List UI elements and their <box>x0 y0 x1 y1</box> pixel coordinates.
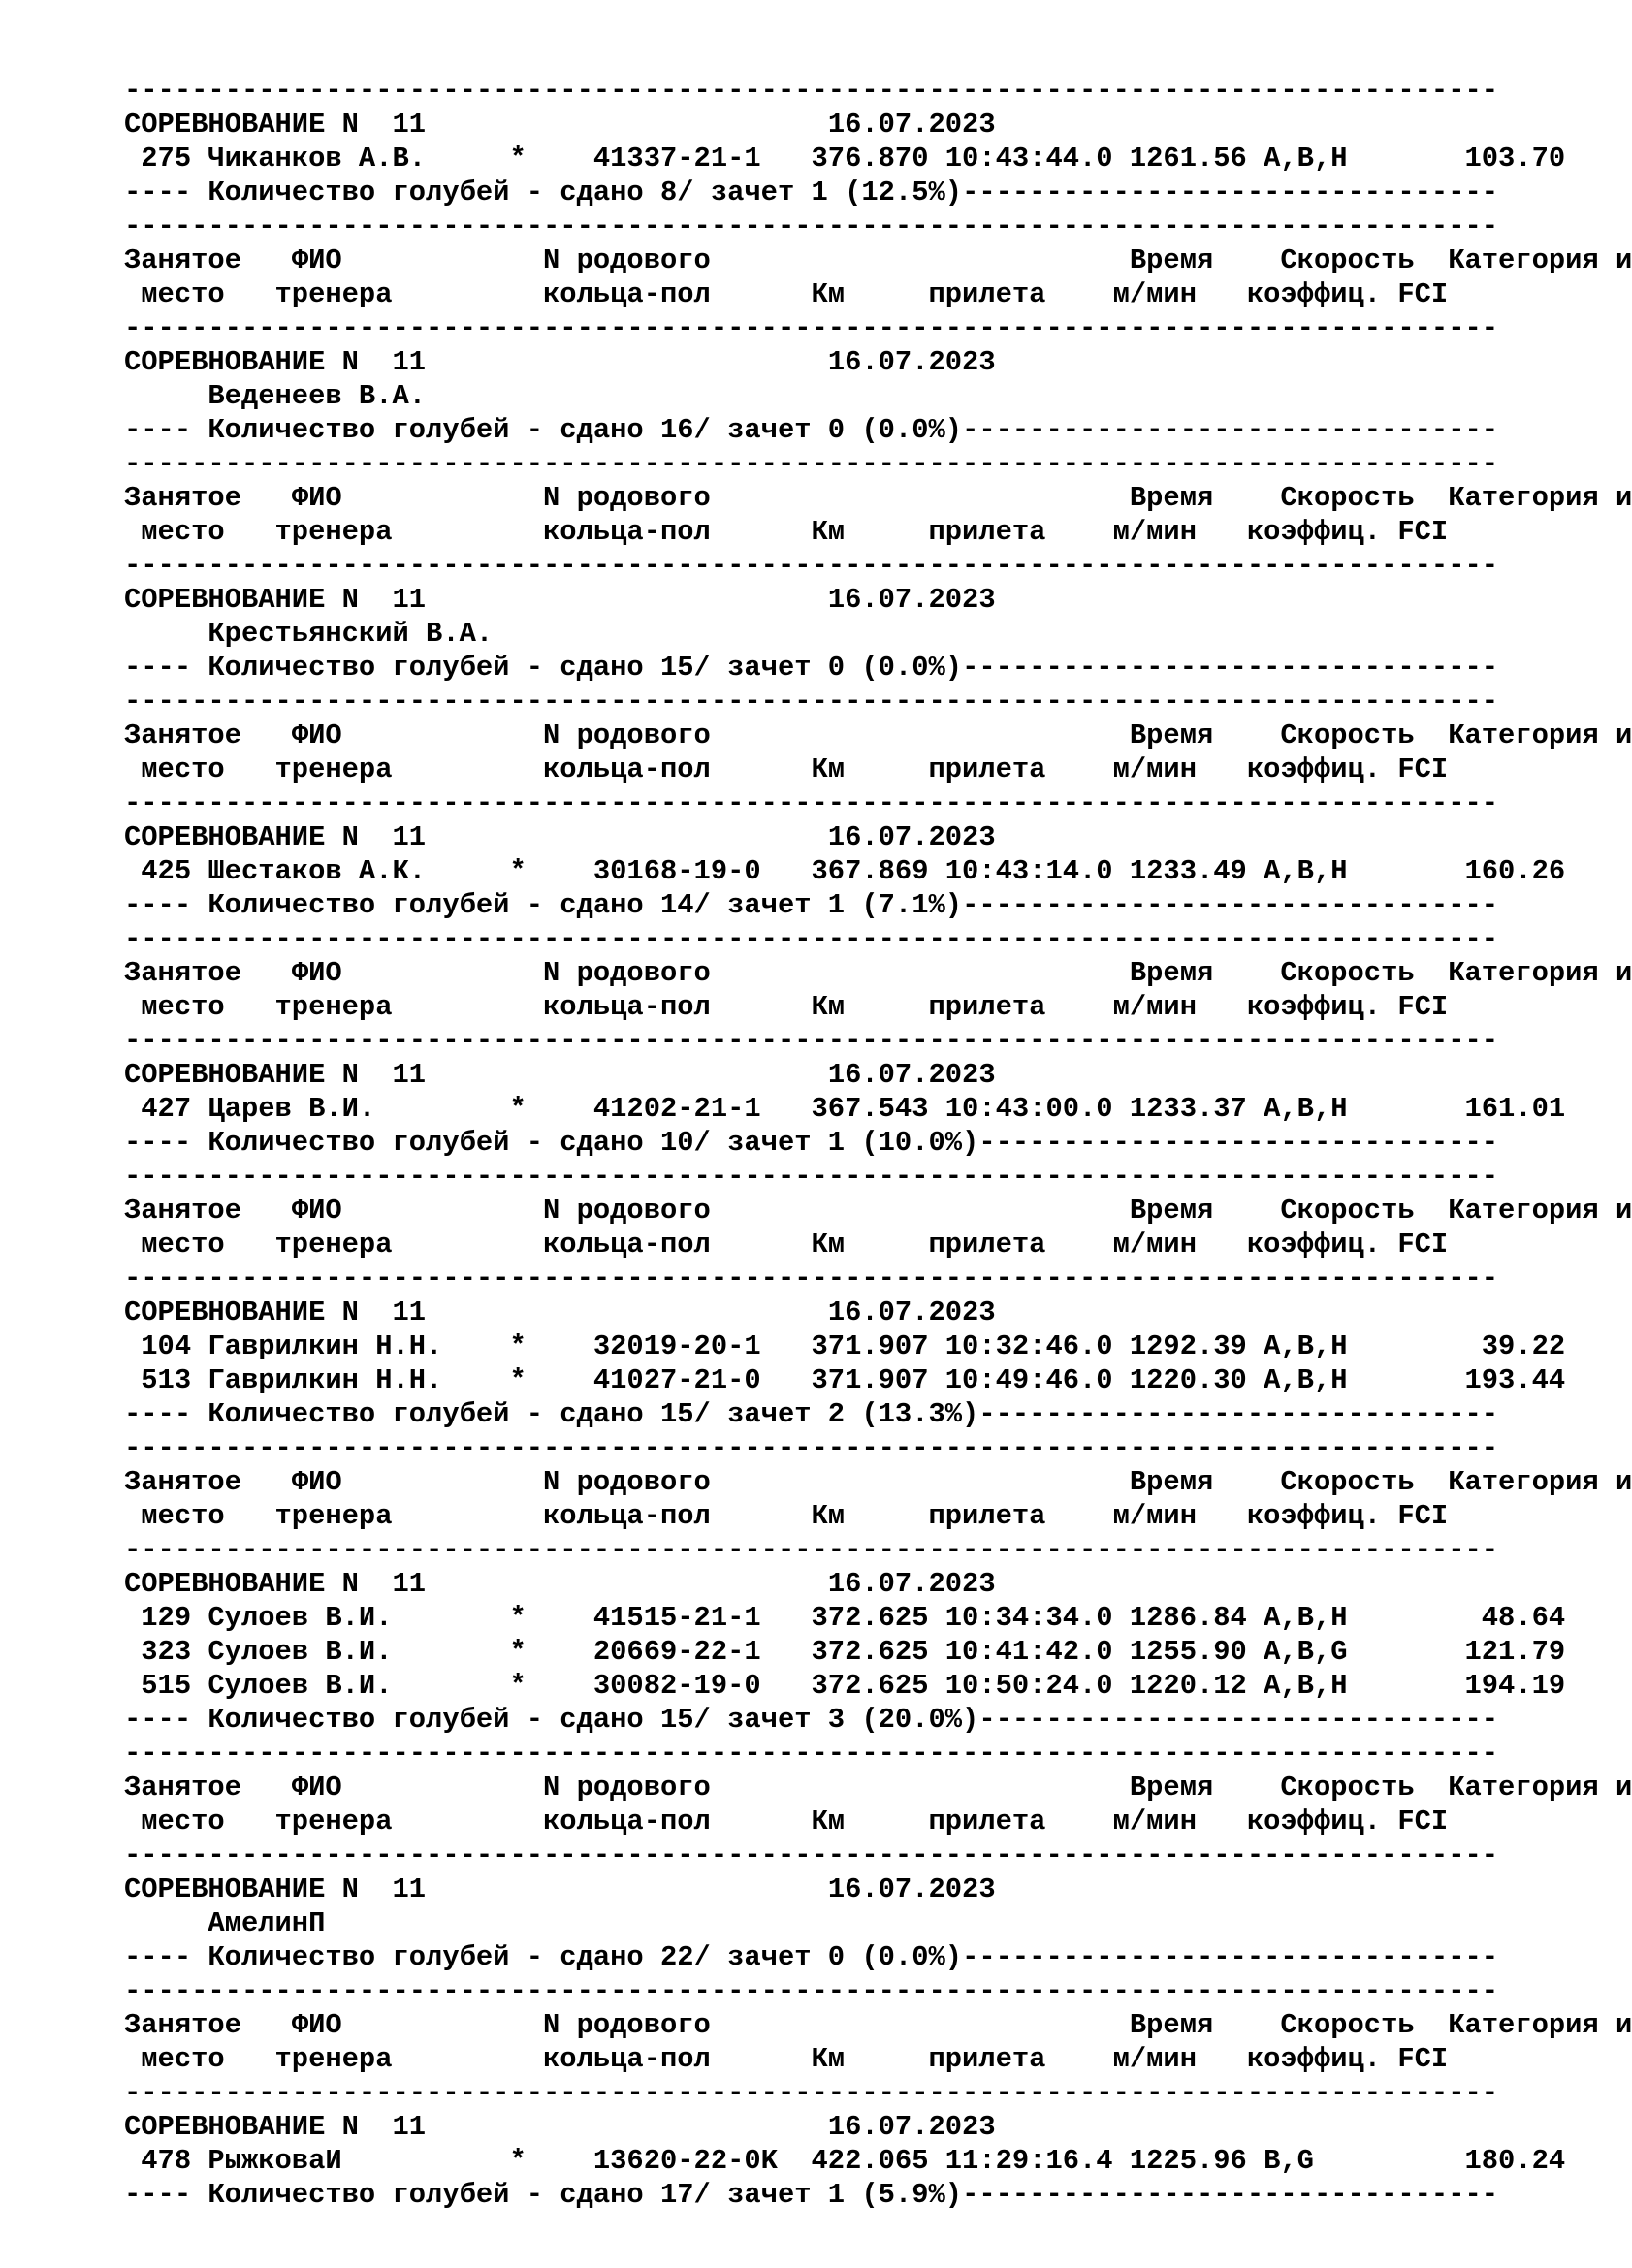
summary-prefix: ---- <box>124 2179 208 2211</box>
mark: * <box>509 1602 527 1634</box>
arrival-time: 10:43:14.0 <box>944 855 1113 887</box>
arrival-time: 10:34:34.0 <box>944 1602 1113 1634</box>
distance-km: 371.907 <box>811 1330 929 1362</box>
trainer-name: Гаврилкин Н.Н. <box>208 1330 443 1362</box>
header-col1: место <box>141 991 225 1023</box>
header-col2: тренера <box>274 1229 393 1261</box>
result-row <box>124 1635 1579 1669</box>
ring-number: 13620-22-0K <box>592 2145 778 2177</box>
divider-line: ---------------------------------------------------------------------------------- <box>124 448 1499 480</box>
header-col6: Скорость <box>1280 2009 1415 2041</box>
competition-title-line <box>124 2110 1579 2144</box>
summary-line <box>124 1940 1579 1974</box>
distance-km: 376.870 <box>811 143 929 175</box>
header-col2: ФИО <box>291 719 342 751</box>
header-col5: Время <box>1129 1195 1214 1227</box>
header-col4: Км <box>811 753 846 785</box>
header-col5: прилета <box>928 516 1046 548</box>
header-col7: Категория и <box>1448 482 1632 514</box>
table-header-bottom <box>124 990 1579 1024</box>
header-col1: Занятое <box>124 482 241 514</box>
result-row <box>124 1669 1579 1703</box>
summary-text: Количество голубей - сдано 15/ зачет 0 (0.0%) <box>208 652 963 684</box>
competition-title: СОРЕВНОВАНИЕ N 11 <box>124 346 427 378</box>
header-col5: прилета <box>928 2043 1046 2075</box>
header-col5: прилета <box>928 278 1046 310</box>
competition-title: СОРЕВНОВАНИЕ N 11 <box>124 1059 427 1091</box>
header-col3: N родового <box>543 1466 711 1498</box>
competition-date: 16.07.2023 <box>827 1296 996 1328</box>
header-col6: Скорость <box>1280 1466 1415 1498</box>
ring-number: 30082-19-0 <box>592 1670 761 1702</box>
header-col6: Скорость <box>1280 957 1415 989</box>
header-col2: ФИО <box>291 1772 342 1804</box>
table-header-bottom <box>124 1805 1579 1838</box>
trainer-name: Крестьянский В.А. <box>208 618 494 650</box>
fci-coefficient: 180.24 <box>1464 2145 1566 2177</box>
header-col5: прилета <box>928 1805 1046 1837</box>
mark: * <box>509 1670 527 1702</box>
header-col2: тренера <box>274 753 393 785</box>
distance-km: 367.543 <box>811 1093 929 1125</box>
ring-number: 41515-21-1 <box>592 1602 761 1634</box>
divider-line: ---------------------------------------------------------------------------------- <box>124 210 1499 242</box>
header-col3: N родового <box>543 1195 711 1227</box>
fci-coefficient: 39.22 <box>1464 1330 1566 1362</box>
distance-km: 372.625 <box>811 1602 929 1634</box>
summary-prefix: ---- <box>124 414 208 446</box>
mark: * <box>509 1364 527 1396</box>
summary-line <box>124 176 1579 209</box>
arrival-time: 10:49:46.0 <box>944 1364 1113 1396</box>
header-col3: кольца-пол <box>543 278 711 310</box>
competition-date: 16.07.2023 <box>827 1059 996 1091</box>
competition-title: СОРЕВНОВАНИЕ N 11 <box>124 821 427 853</box>
trainer-name: Веденеев В.А. <box>208 380 427 412</box>
header-col1: место <box>141 2043 225 2075</box>
summary-text: Количество голубей - сдано 15/ зачет 3 (20.0%) <box>208 1704 979 1736</box>
summary-fill: -------------------------------- <box>962 2179 1499 2211</box>
competition-date: 16.07.2023 <box>827 346 996 378</box>
header-col2: ФИО <box>291 1195 342 1227</box>
table-header-bottom <box>124 2042 1579 2076</box>
summary-fill: -------------------------------- <box>962 889 1499 921</box>
category: A,B,H <box>1264 1330 1348 1362</box>
competition-title-line <box>124 1567 1579 1601</box>
place: 427 <box>141 1093 192 1125</box>
fci-coefficient: 193.44 <box>1464 1364 1566 1396</box>
fci-coefficient: 48.64 <box>1464 1602 1566 1634</box>
category: A,B,H <box>1264 1670 1348 1702</box>
header-col4: Км <box>811 1229 846 1261</box>
header-col2: тренера <box>274 1500 393 1532</box>
header-col7: Категория и <box>1448 1466 1632 1498</box>
summary-fill: -------------------------------- <box>962 176 1499 208</box>
header-col7: коэффиц. FCI <box>1246 991 1449 1023</box>
header-col5: прилета <box>928 991 1046 1023</box>
ring-number: 41027-21-0 <box>592 1364 761 1396</box>
trainer-name: РыжковаИ <box>208 2145 342 2177</box>
place: 323 <box>141 1636 192 1668</box>
speed: 1233.37 <box>1129 1093 1247 1125</box>
competition-date: 16.07.2023 <box>827 109 996 141</box>
place: 275 <box>141 143 192 175</box>
header-col1: Занятое <box>124 1466 241 1498</box>
header-col2: ФИО <box>291 2009 342 2041</box>
competition-title: СОРЕВНОВАНИЕ N 11 <box>124 1873 427 1905</box>
distance-km: 372.625 <box>811 1670 929 1702</box>
table-header-top <box>124 481 1632 515</box>
header-col6: Скорость <box>1280 244 1415 276</box>
header-col5: прилета <box>928 753 1046 785</box>
header-col2: тренера <box>274 2043 393 2075</box>
speed: 1255.90 <box>1129 1636 1247 1668</box>
competition-date: 16.07.2023 <box>827 1873 996 1905</box>
divider-line: ---------------------------------------------------------------------------------- <box>124 1262 1499 1294</box>
table-header-top <box>124 1194 1632 1228</box>
summary-prefix: ---- <box>124 1127 208 1159</box>
ring-number: 30168-19-0 <box>592 855 761 887</box>
header-col3: N родового <box>543 482 711 514</box>
category: A,B,H <box>1264 855 1348 887</box>
category: A,B,G <box>1264 1636 1348 1668</box>
distance-km: 367.869 <box>811 855 929 887</box>
fci-coefficient: 161.01 <box>1464 1093 1566 1125</box>
header-col6: Скорость <box>1280 719 1415 751</box>
category: B,G <box>1264 2145 1314 2177</box>
header-col6: Скорость <box>1280 1195 1415 1227</box>
header-col1: место <box>141 278 225 310</box>
header-col6: Скорость <box>1280 1772 1415 1804</box>
summary-fill: -------------------------------- <box>962 414 1499 446</box>
mark: * <box>509 1093 527 1125</box>
arrival-time: 10:32:46.0 <box>944 1330 1113 1362</box>
result-row <box>124 2144 1579 2178</box>
arrival-time: 10:50:24.0 <box>944 1670 1113 1702</box>
fci-coefficient: 103.70 <box>1464 143 1566 175</box>
header-col3: N родового <box>543 719 711 751</box>
header-col3: N родового <box>543 244 711 276</box>
table-header-top <box>124 1465 1632 1499</box>
summary-line <box>124 651 1579 685</box>
mark: * <box>509 1636 527 1668</box>
trainer-name: Шестаков А.К. <box>208 855 427 887</box>
results-printout <box>124 74 1632 2212</box>
header-col5: Время <box>1129 244 1214 276</box>
header-col5: Время <box>1129 1772 1214 1804</box>
divider-line: ---------------------------------------------------------------------------------- <box>124 312 1499 344</box>
divider-line: ---------------------------------------------------------------------------------- <box>124 1534 1499 1566</box>
category: A,B,H <box>1264 1364 1348 1396</box>
result-row <box>124 1363 1579 1397</box>
place: 513 <box>141 1364 192 1396</box>
summary-text: Количество голубей - сдано 8/ зачет 1 (12.5%) <box>208 176 963 208</box>
mark: * <box>509 2145 527 2177</box>
header-col2: ФИО <box>291 482 342 514</box>
header-col7: коэффиц. FCI <box>1246 278 1449 310</box>
header-col7: коэффиц. FCI <box>1246 1805 1449 1837</box>
summary-text: Количество голубей - сдано 15/ зачет 2 (13.3%) <box>208 1398 979 1430</box>
competition-title-line <box>124 1872 1579 1906</box>
trainer-name: Сулоев В.И. <box>208 1602 393 1634</box>
place: 104 <box>141 1330 192 1362</box>
header-col6: м/мин <box>1112 516 1197 548</box>
result-row <box>124 854 1579 888</box>
header-col1: Занятое <box>124 2009 241 2041</box>
arrival-time: 10:43:00.0 <box>944 1093 1113 1125</box>
summary-line <box>124 1126 1579 1160</box>
trainer-name: АмелинП <box>208 1907 326 1939</box>
ring-number: 41202-21-1 <box>592 1093 761 1125</box>
header-col1: место <box>141 1805 225 1837</box>
header-col7: Категория и <box>1448 957 1632 989</box>
divider-line: ---------------------------------------------------------------------------------- <box>124 1432 1499 1464</box>
header-col3: кольца-пол <box>543 516 711 548</box>
header-col7: коэффиц. FCI <box>1246 753 1449 785</box>
competition-title-line <box>124 345 1579 379</box>
summary-text: Количество голубей - сдано 10/ зачет 1 (10.0%) <box>208 1127 979 1159</box>
summary-prefix: ---- <box>124 1398 208 1430</box>
header-col3: кольца-пол <box>543 1805 711 1837</box>
header-col7: Категория и <box>1448 244 1632 276</box>
header-col6: м/мин <box>1112 753 1197 785</box>
result-row <box>124 1092 1579 1126</box>
divider-line: ---------------------------------------------------------------------------------- <box>124 75 1499 107</box>
competition-title: СОРЕВНОВАНИЕ N 11 <box>124 109 427 141</box>
summary-line <box>124 413 1579 447</box>
distance-km: 422.065 <box>811 2145 929 2177</box>
header-col1: место <box>141 516 225 548</box>
header-col6: м/мин <box>1112 991 1197 1023</box>
fci-coefficient: 194.19 <box>1464 1670 1566 1702</box>
summary-prefix: ---- <box>124 1941 208 1973</box>
header-col1: место <box>141 753 225 785</box>
mark: * <box>509 143 527 175</box>
competition-title: СОРЕВНОВАНИЕ N 11 <box>124 1568 427 1600</box>
header-col2: ФИО <box>291 957 342 989</box>
competition-date: 16.07.2023 <box>827 1568 996 1600</box>
header-col3: кольца-пол <box>543 991 711 1023</box>
fci-coefficient: 121.79 <box>1464 1636 1566 1668</box>
trainer-name-line <box>124 617 1579 651</box>
trainer-name: Царев В.И. <box>208 1093 376 1125</box>
fci-coefficient: 160.26 <box>1464 855 1566 887</box>
divider-line: ---------------------------------------------------------------------------------- <box>124 787 1499 819</box>
divider-line: ---------------------------------------------------------------------------------- <box>124 2077 1499 2109</box>
speed: 1261.56 <box>1129 143 1247 175</box>
mark: * <box>509 1330 527 1362</box>
ring-number: 32019-20-1 <box>592 1330 761 1362</box>
summary-fill: -------------------------------- <box>962 652 1499 684</box>
divider-line: ---------------------------------------------------------------------------------- <box>124 1025 1499 1057</box>
header-col2: тренера <box>274 991 393 1023</box>
summary-line <box>124 2178 1579 2212</box>
trainer-name: Чиканков А.В. <box>208 143 427 175</box>
summary-prefix: ---- <box>124 889 208 921</box>
arrival-time: 10:43:44.0 <box>944 143 1113 175</box>
competition-date: 16.07.2023 <box>827 584 996 616</box>
competition-title: СОРЕВНОВАНИЕ N 11 <box>124 1296 427 1328</box>
header-col6: Скорость <box>1280 482 1415 514</box>
trainer-name: Сулоев В.И. <box>208 1670 393 1702</box>
table-header-bottom <box>124 277 1579 311</box>
header-col6: м/мин <box>1112 1805 1197 1837</box>
header-col1: Занятое <box>124 1772 241 1804</box>
speed: 1292.39 <box>1129 1330 1247 1362</box>
header-col6: м/мин <box>1112 278 1197 310</box>
summary-fill: ------------------------------- <box>978 1127 1499 1159</box>
header-col7: коэффиц. FCI <box>1246 1500 1449 1532</box>
summary-text: Количество голубей - сдано 14/ зачет 1 (7.1%) <box>208 889 963 921</box>
table-header-bottom <box>124 1499 1579 1533</box>
distance-km: 371.907 <box>811 1364 929 1396</box>
header-col2: тренера <box>274 1805 393 1837</box>
divider-line: ---------------------------------------------------------------------------------- <box>124 1975 1499 2007</box>
summary-line <box>124 1703 1579 1737</box>
speed: 1220.12 <box>1129 1670 1247 1702</box>
header-col5: Время <box>1129 2009 1214 2041</box>
arrival-time: 11:29:16.4 <box>944 2145 1113 2177</box>
header-col5: Время <box>1129 719 1214 751</box>
summary-fill: ------------------------------- <box>978 1398 1499 1430</box>
summary-prefix: ---- <box>124 176 208 208</box>
header-col3: кольца-пол <box>543 2043 711 2075</box>
divider-line: ---------------------------------------------------------------------------------- <box>124 1839 1499 1871</box>
trainer-name: Гаврилкин Н.Н. <box>208 1364 443 1396</box>
header-col4: Км <box>811 278 846 310</box>
table-header-bottom <box>124 752 1579 786</box>
category: A,B,H <box>1264 143 1348 175</box>
header-col3: N родового <box>543 1772 711 1804</box>
speed: 1233.49 <box>1129 855 1247 887</box>
competition-date: 16.07.2023 <box>827 2111 996 2143</box>
header-col4: Км <box>811 991 846 1023</box>
header-col4: Км <box>811 1805 846 1837</box>
competition-title: СОРЕВНОВАНИЕ N 11 <box>124 2111 427 2143</box>
header-col3: кольца-пол <box>543 1229 711 1261</box>
ring-number: 41337-21-1 <box>592 143 761 175</box>
header-col2: ФИО <box>291 1466 342 1498</box>
competition-title-line <box>124 1295 1579 1329</box>
divider-line: ---------------------------------------------------------------------------------- <box>124 686 1499 718</box>
ring-number: 20669-22-1 <box>592 1636 761 1668</box>
competition-title-line <box>124 820 1579 854</box>
competition-date: 16.07.2023 <box>827 821 996 853</box>
header-col3: кольца-пол <box>543 1500 711 1532</box>
header-col7: Категория и <box>1448 1772 1632 1804</box>
header-col1: Занятое <box>124 1195 241 1227</box>
header-col6: м/мин <box>1112 1229 1197 1261</box>
header-col3: N родового <box>543 2009 711 2041</box>
header-col3: N родового <box>543 957 711 989</box>
arrival-time: 10:41:42.0 <box>944 1636 1113 1668</box>
place: 515 <box>141 1670 192 1702</box>
divider-line: ---------------------------------------------------------------------------------- <box>124 1161 1499 1193</box>
header-col4: Км <box>811 1500 846 1532</box>
table-header-bottom <box>124 515 1579 549</box>
competition-title-line <box>124 108 1579 142</box>
table-header-top <box>124 956 1632 990</box>
trainer-name-line <box>124 379 1579 413</box>
header-col2: тренера <box>274 278 393 310</box>
category: A,B,H <box>1264 1602 1348 1634</box>
speed: 1225.96 <box>1129 2145 1247 2177</box>
table-header-top <box>124 2008 1632 2042</box>
header-col6: м/мин <box>1112 1500 1197 1532</box>
header-col7: Категория и <box>1448 2009 1632 2041</box>
competition-title: СОРЕВНОВАНИЕ N 11 <box>124 584 427 616</box>
table-header-bottom <box>124 1228 1579 1262</box>
header-col5: Время <box>1129 957 1214 989</box>
trainer-name: Сулоев В.И. <box>208 1636 393 1668</box>
table-header-top <box>124 719 1632 752</box>
summary-text: Количество голубей - сдано 17/ зачет 1 (5.9%) <box>208 2179 963 2211</box>
table-header-top <box>124 243 1632 277</box>
divider-line: ---------------------------------------------------------------------------------- <box>124 923 1499 955</box>
trainer-name-line <box>124 1906 1579 1940</box>
summary-text: Количество голубей - сдано 16/ зачет 0 (0.0%) <box>208 414 963 446</box>
header-col2: тренера <box>274 516 393 548</box>
result-row <box>124 142 1579 176</box>
place: 425 <box>141 855 192 887</box>
summary-prefix: ---- <box>124 1704 208 1736</box>
header-col5: Время <box>1129 482 1214 514</box>
speed: 1286.84 <box>1129 1602 1247 1634</box>
divider-line: ---------------------------------------------------------------------------------- <box>124 1738 1499 1770</box>
summary-line <box>124 1397 1579 1431</box>
header-col1: место <box>141 1229 225 1261</box>
result-row <box>124 1329 1579 1363</box>
place: 129 <box>141 1602 192 1634</box>
header-col7: Категория и <box>1448 719 1632 751</box>
header-col7: Категория и <box>1448 1195 1632 1227</box>
summary-text: Количество голубей - сдано 22/ зачет 0 (0.0%) <box>208 1941 963 1973</box>
category: A,B,H <box>1264 1093 1348 1125</box>
distance-km: 372.625 <box>811 1636 929 1668</box>
competition-title-line <box>124 1058 1579 1092</box>
result-row <box>124 1601 1579 1635</box>
header-col3: кольца-пол <box>543 753 711 785</box>
header-col5: прилета <box>928 1229 1046 1261</box>
header-col5: прилета <box>928 1500 1046 1532</box>
table-header-top <box>124 1771 1632 1805</box>
header-col2: ФИО <box>291 244 342 276</box>
header-col7: коэффиц. FCI <box>1246 2043 1449 2075</box>
header-col4: Км <box>811 2043 846 2075</box>
header-col7: коэффиц. FCI <box>1246 1229 1449 1261</box>
header-col1: Занятое <box>124 719 241 751</box>
summary-fill: ------------------------------- <box>978 1704 1499 1736</box>
header-col1: место <box>141 1500 225 1532</box>
summary-fill: -------------------------------- <box>962 1941 1499 1973</box>
competition-title-line <box>124 583 1579 617</box>
header-col6: м/мин <box>1112 2043 1197 2075</box>
header-col1: Занятое <box>124 957 241 989</box>
summary-prefix: ---- <box>124 652 208 684</box>
place: 478 <box>141 2145 192 2177</box>
speed: 1220.30 <box>1129 1364 1247 1396</box>
divider-line: ---------------------------------------------------------------------------------- <box>124 550 1499 582</box>
mark: * <box>509 855 527 887</box>
header-col7: коэффиц. FCI <box>1246 516 1449 548</box>
header-col4: Км <box>811 516 846 548</box>
summary-line <box>124 888 1579 922</box>
header-col5: Время <box>1129 1466 1214 1498</box>
header-col1: Занятое <box>124 244 241 276</box>
